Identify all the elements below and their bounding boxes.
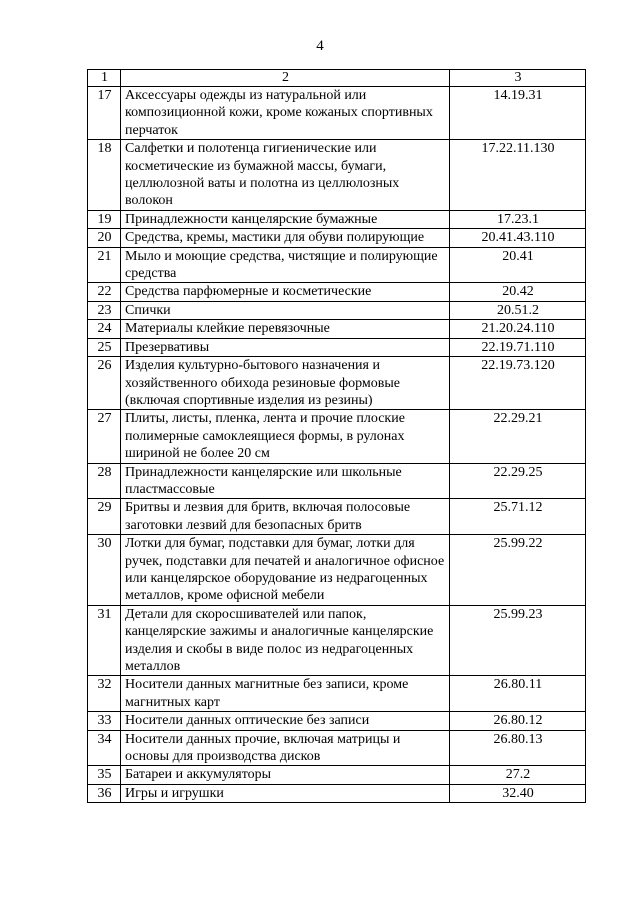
- table-row: [88, 301, 586, 319]
- row-name-cell: Бритвы и лезвия для бритв, включая полосовые заготовки лезвий для безопасных бритв: [121, 499, 450, 535]
- row-number-cell: 30: [88, 535, 121, 606]
- row-number-cell: 36: [88, 784, 121, 802]
- row-code-cell: 20.41.43.110: [450, 229, 586, 247]
- page-number: 4: [316, 38, 324, 54]
- row-number-cell: 29: [88, 499, 121, 535]
- row-name-cell: Материалы клейкие перевязочные: [121, 320, 450, 338]
- row-name-cell: Плиты, листы, пленка, лента и прочие плоские полимерные самоклеящиеся формы, в рулонах шириной не более 20 см: [121, 410, 450, 463]
- table-row: [88, 87, 586, 140]
- table-row: [88, 463, 586, 499]
- row-code-cell: 26.80.12: [450, 712, 586, 730]
- table-row: [88, 676, 586, 712]
- row-name-cell: Салфетки и полотенца гигиенические или косметические из бумажной массы, бумаги, целлюлозной ваты и полотна из целлюлозных волокон: [121, 140, 450, 211]
- row-name-cell: Мыло и моющие средства, чистящие и полирующие средства: [121, 247, 450, 283]
- table-row: [88, 712, 586, 730]
- row-code-cell: 20.42: [450, 283, 586, 301]
- row-name-cell: Изделия культурно-бытового назначения и хозяйственного обихода резиновые формовые (включая спортивные изделия из резины): [121, 357, 450, 410]
- row-number-cell: 22: [88, 283, 121, 301]
- row-code-cell: 26.80.13: [450, 730, 586, 766]
- table-header-row: [88, 70, 586, 87]
- row-number-cell: 17: [88, 87, 121, 140]
- row-number-cell: 18: [88, 140, 121, 211]
- row-code-cell: 27.2: [450, 766, 586, 784]
- table-row: [88, 338, 586, 356]
- row-number-cell: 24: [88, 320, 121, 338]
- row-name-cell: Аксессуары одежды из натуральной или композиционной кожи, кроме кожаных спортивных перчаток: [121, 87, 450, 140]
- row-code-cell: 22.19.71.110: [450, 338, 586, 356]
- row-number-cell: 19: [88, 210, 121, 228]
- table-row: [88, 140, 586, 211]
- row-name-cell: Принадлежности канцелярские или школьные пластмассовые: [121, 463, 450, 499]
- row-code-cell: 32.40: [450, 784, 586, 802]
- row-number-cell: 26: [88, 357, 121, 410]
- row-code-cell: 20.51.2: [450, 301, 586, 319]
- row-number-cell: 25: [88, 338, 121, 356]
- row-name-cell: Батареи и аккумуляторы: [121, 766, 450, 784]
- row-number-cell: 28: [88, 463, 121, 499]
- products-table: [87, 69, 586, 803]
- table-row: [88, 784, 586, 802]
- table-row: [88, 247, 586, 283]
- row-code-cell: 22.29.25: [450, 463, 586, 499]
- row-code-cell: 17.23.1: [450, 210, 586, 228]
- row-name-cell: Принадлежности канцелярские бумажные: [121, 210, 450, 228]
- table-row: [88, 730, 586, 766]
- table-row: [88, 499, 586, 535]
- table-row: [88, 535, 586, 606]
- row-name-cell: Детали для скоросшивателей или папок, канцелярские зажимы и аналогичные канцелярские изделия и скобы в виде полос из недрагоценных металлов: [121, 605, 450, 676]
- header-cell-col-2: 2: [121, 70, 450, 87]
- row-code-cell: 26.80.11: [450, 676, 586, 712]
- table-row: [88, 410, 586, 463]
- row-name-cell: Спички: [121, 301, 450, 319]
- row-name-cell: Игры и игрушки: [121, 784, 450, 802]
- row-name-cell: Носители данных прочие, включая матрицы и основы для производства дисков: [121, 730, 450, 766]
- table-row: [88, 357, 586, 410]
- table-row: [88, 283, 586, 301]
- row-code-cell: 17.22.11.130: [450, 140, 586, 211]
- row-number-cell: 35: [88, 766, 121, 784]
- row-number-cell: 34: [88, 730, 121, 766]
- row-name-cell: Лотки для бумаг, подставки для бумаг, лотки для ручек, подставки для печатей и аналогичное офисное или канцелярское оборудование из недрагоценных металлов, кроме офисной мебели: [121, 535, 450, 606]
- row-name-cell: Презервативы: [121, 338, 450, 356]
- header-cell-col-1: 1: [88, 70, 121, 87]
- row-code-cell: 25.99.23: [450, 605, 586, 676]
- table-row: [88, 320, 586, 338]
- row-code-cell: 14.19.31: [450, 87, 586, 140]
- row-name-cell: Средства парфюмерные и косметические: [121, 283, 450, 301]
- row-name-cell: Средства, кремы, мастики для обуви полирующие: [121, 229, 450, 247]
- row-number-cell: 20: [88, 229, 121, 247]
- row-code-cell: 20.41: [450, 247, 586, 283]
- row-code-cell: 21.20.24.110: [450, 320, 586, 338]
- row-number-cell: 21: [88, 247, 121, 283]
- row-number-cell: 31: [88, 605, 121, 676]
- row-code-cell: 25.99.22: [450, 535, 586, 606]
- row-number-cell: 32: [88, 676, 121, 712]
- row-name-cell: Носители данных оптические без записи: [121, 712, 450, 730]
- header-cell-col-3: 3: [450, 70, 586, 87]
- row-code-cell: 22.19.73.120: [450, 357, 586, 410]
- table-row: [88, 229, 586, 247]
- row-number-cell: 23: [88, 301, 121, 319]
- row-name-cell: Носители данных магнитные без записи, кроме магнитных карт: [121, 676, 450, 712]
- row-number-cell: 33: [88, 712, 121, 730]
- table-row: [88, 210, 586, 228]
- row-code-cell: 22.29.21: [450, 410, 586, 463]
- row-number-cell: 27: [88, 410, 121, 463]
- table-row: [88, 605, 586, 676]
- table-row: [88, 766, 586, 784]
- row-code-cell: 25.71.12: [450, 499, 586, 535]
